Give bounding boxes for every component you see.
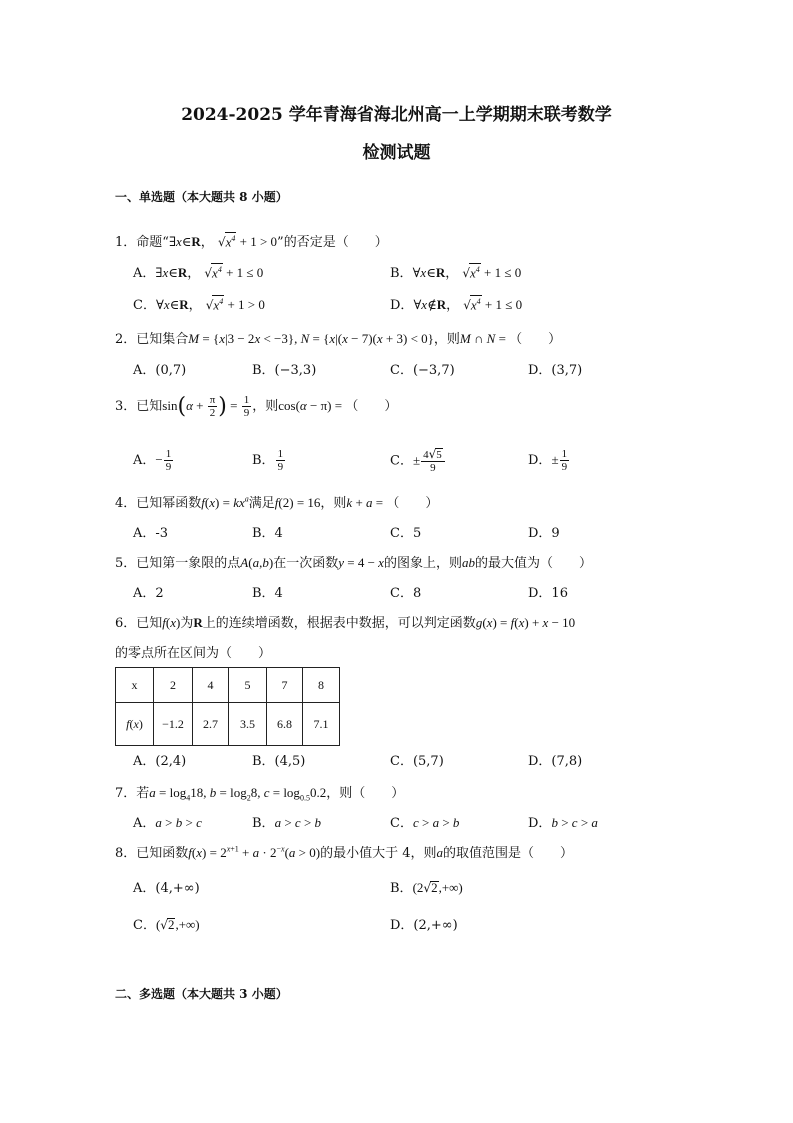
table-cell: 2.7 xyxy=(193,703,229,746)
section-heading-multi-choice: 二、多选题（本大题共 3 小题） xyxy=(115,987,288,1001)
question-5-stem: 5．已知第一象限的点A(a,b)在一次函数y = 4 − x的图象上，则ab的最大值为（ ） xyxy=(115,555,592,571)
table-cell: 7.1 xyxy=(303,703,340,746)
question-7-option-d[interactable]: D．b > c > a xyxy=(528,815,598,831)
question-8-stem: 8．已知函数$f(x) = 2^{x+1} + a \cdot 2^{-x}(a > 0)$的最小值大于 4，则a的取值范围是（ ） xyxy=(115,844,573,861)
question-1-option-d[interactable]: D．∀x∉R， $√x^4 + 1 \le 0$ xyxy=(390,296,523,313)
question-1-stem: 1．命题“∃x∈R， $√x^4 + 1 > 0$”的否定是（ ） xyxy=(115,233,388,250)
question-5-option-a[interactable]: A．2 xyxy=(133,586,164,601)
question-4-option-c[interactable]: C．5 xyxy=(390,526,422,541)
question-8-option-a[interactable]: A．(4,+∞) xyxy=(133,881,200,896)
question-8-option-d[interactable]: D．(2,+∞) xyxy=(390,918,458,933)
question-5-option-c[interactable]: C．8 xyxy=(390,586,422,601)
table-cell: −1.2 xyxy=(154,703,193,746)
question-6-stem-line2: 的零点所在区间为（ ） xyxy=(115,646,272,661)
question-6-option-a[interactable]: A．(2,4) xyxy=(133,754,187,769)
question-3-option-d[interactable]: D．± $\frac{1}{9}$ xyxy=(528,448,568,473)
question-5-option-b[interactable]: B．4 xyxy=(252,586,283,601)
table-header-cell: 4 xyxy=(193,668,229,703)
question-7-stem: 7．若$a = \log_418$, $b = \log_28$, $c = \log_{0.5}0.2$，则（ ） xyxy=(115,785,405,803)
question-7-option-c[interactable]: C．c > a > b xyxy=(390,815,460,831)
table-row xyxy=(116,703,340,746)
question-1-option-a[interactable]: A．∃x∈R， $√x^4 + 1 \le 0$ xyxy=(133,264,264,281)
question-7-option-a[interactable]: A．a > b > c xyxy=(133,815,202,831)
question-7-option-b[interactable]: B．a > c > b xyxy=(252,815,322,831)
doc-title-line2: 检测试题 xyxy=(362,143,431,163)
table-header-cell: 5 xyxy=(229,668,267,703)
table-row-label: f(x) xyxy=(116,703,154,746)
question-6-stem: 6．已知f(x)为R上的连续增函数，根据表中数据，可以判定函数g(x) = f(x) + x − 10 xyxy=(115,615,576,631)
table-cell: 3.5 xyxy=(229,703,267,746)
question-3-option-b[interactable]: B． $\frac{1}{9}$ xyxy=(252,448,284,473)
table-header-cell: x xyxy=(116,668,154,703)
question-8-option-c[interactable]: C．(√2,+∞) xyxy=(133,917,200,933)
question-3-option-a[interactable]: A．− $\frac{1}{9}$ xyxy=(133,448,172,473)
question-5-option-d[interactable]: D．16 xyxy=(528,586,568,601)
doc-title-line1: 2024-2025 学年青海省海北州高一上学期期末联考数学 xyxy=(181,105,612,125)
question-6-option-d[interactable]: D．(7,8) xyxy=(528,754,583,769)
question-4-stem: 4．已知幂函数$f(x) = kx^a$满足f(2) = 16，则k + a = （ ） xyxy=(115,494,439,511)
question-6-value-table xyxy=(115,667,340,746)
table-header-cell: 2 xyxy=(154,668,193,703)
question-1-option-c[interactable]: C．∀x∈R， $√x^4 + 1 > 0$ xyxy=(133,296,265,313)
question-4-option-b[interactable]: B．4 xyxy=(252,526,283,541)
question-2-option-d[interactable]: D．(3,7) xyxy=(528,363,583,378)
question-1-option-b[interactable]: B．∀x∈R， $√x^4 + 1 \le 0$ xyxy=(390,264,522,281)
question-2-option-b[interactable]: B．(−3,3) xyxy=(252,363,317,378)
question-8-option-b[interactable]: B．(2√2,+∞) xyxy=(390,880,463,896)
question-4-option-d[interactable]: D．9 xyxy=(528,526,560,541)
question-2-option-c[interactable]: C．(−3,7) xyxy=(390,363,455,378)
table-row xyxy=(116,668,340,703)
question-4-option-a[interactable]: A．-3 xyxy=(133,526,169,541)
question-6-option-b[interactable]: B．(4,5) xyxy=(252,754,306,769)
question-3-stem: 3．已知sin(α + $\frac{\pi}{2}$ ) = $\frac{1}{9}$ ，则cos(α − π) = （ ） xyxy=(115,394,398,419)
table-header-cell: 7 xyxy=(267,668,303,703)
question-2-stem: 2．已知集合M = {x|3 − 2x < −3}, N = {x|(x − 7)(x + 3) < 0}，则M ∩ N = （ ） xyxy=(115,331,562,347)
section-heading-single-choice: 一、单选题（本大题共 8 小题） xyxy=(115,190,288,204)
question-6-option-c[interactable]: C．(5,7) xyxy=(390,754,444,769)
question-2-option-a[interactable]: A．(0,7) xyxy=(133,363,187,378)
question-3-option-c[interactable]: C．± $\frac{4√5}{9}$ xyxy=(390,448,446,474)
table-header-cell: 8 xyxy=(303,668,340,703)
table-cell: 6.8 xyxy=(267,703,303,746)
